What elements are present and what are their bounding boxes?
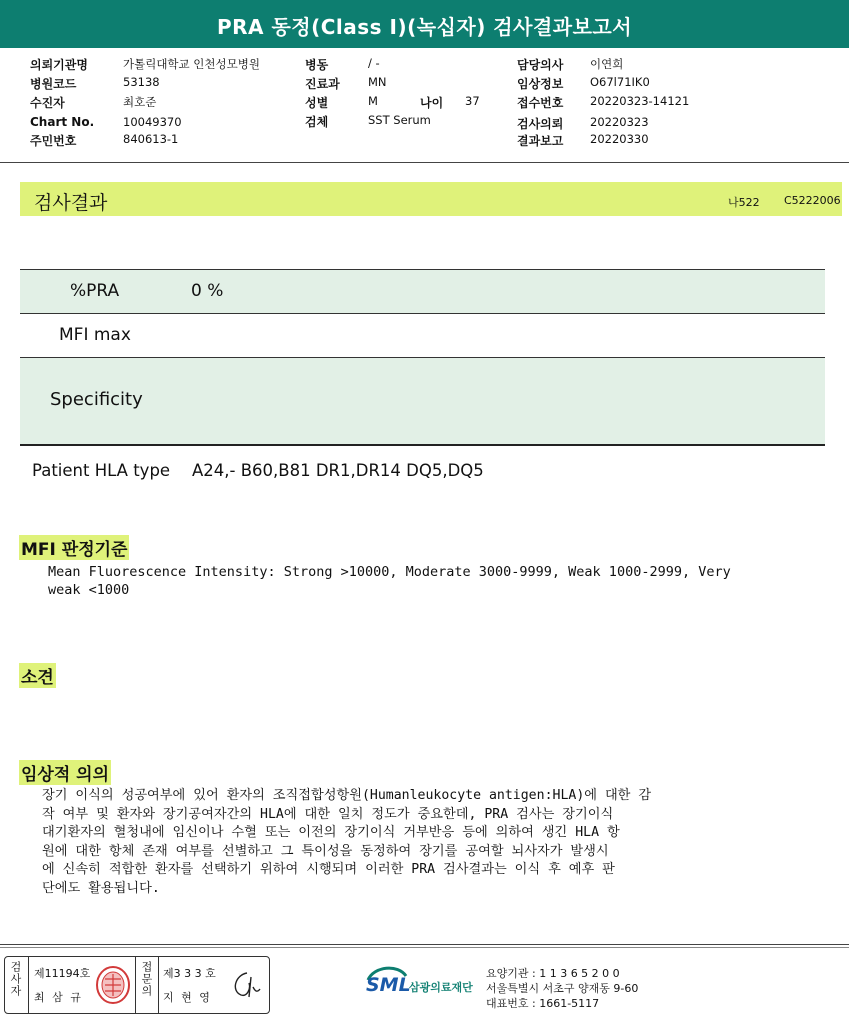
org-name: 삼광의료재단 xyxy=(409,981,473,994)
label-clinical-info: 임상정보 xyxy=(517,77,564,91)
label-hospital-code: 병원코드 xyxy=(30,77,77,91)
hla-value: A24,- B60,B81 DR1,DR14 DQ5,DQ5 xyxy=(192,461,484,480)
row-mfi-max xyxy=(20,314,825,357)
label-department: 진료과 xyxy=(305,77,340,91)
value-resident-no: 840613-1 xyxy=(123,132,179,146)
pra-value: 0 % xyxy=(191,281,224,301)
mfi-criteria-line-1: Mean Fluorescence Intensity: Strong >10000, Moderate 3000-9999, Weak 1000-2999, Very xyxy=(48,564,731,580)
clinical-heading: 임상적 의의 xyxy=(19,760,111,785)
tester-seal-icon xyxy=(95,965,131,1005)
specificity-label: Specificity xyxy=(50,389,143,410)
value-chart-no: 10049370 xyxy=(123,115,182,129)
results-header-band xyxy=(20,182,842,216)
report-title-bar xyxy=(0,0,849,48)
label-sex: 성별 xyxy=(305,96,329,110)
tester-name: 최 삼 규 xyxy=(34,991,83,1004)
org-phone: 대표번호 : 1661-5117 xyxy=(486,997,600,1010)
specialist-signature-icon xyxy=(227,967,263,1003)
results-code-1: 나522 xyxy=(728,196,760,209)
value-hospital-code: 53138 xyxy=(123,75,160,89)
label-request-date: 검사의뢰 xyxy=(517,117,564,131)
footer-top-rule-2 xyxy=(0,947,849,948)
row-pra xyxy=(20,270,825,313)
mfi-criteria-line-2: weak <1000 xyxy=(48,582,130,598)
specialist-vertical-label: 접문의 xyxy=(140,961,153,997)
value-age: 37 xyxy=(465,94,480,108)
value-clinical-info: O67l71IK0 xyxy=(590,75,650,89)
value-ward: / - xyxy=(368,56,380,70)
tester-license-no: 제11194호 xyxy=(34,967,91,980)
value-doctor: 이연희 xyxy=(590,57,624,71)
value-requesting-org: 가톨릭대학교 인천성모병원 xyxy=(123,57,260,71)
clinical-body xyxy=(42,787,651,898)
org-address: 서울특별시 서초구 양재동 9-60 xyxy=(486,982,639,995)
label-doctor: 담당의사 xyxy=(517,58,564,72)
clinical-line-5: 에 신속히 적합한 환자를 선택하기 위하여 시행되며 이러한 PRA 검사결과는 이식 후 예후 판 xyxy=(42,862,615,877)
clinical-line-2: 작 여부 및 환자와 장기공여자간의 HLA에 대한 일치 정도가 중요한데, PRA 검사는 장기이식 xyxy=(42,806,614,822)
label-resident-no: 주민번호 xyxy=(30,134,77,148)
label-chart-no: Chart No. xyxy=(30,115,95,129)
label-ward: 병동 xyxy=(305,58,329,72)
logo-text: SML xyxy=(366,974,411,996)
org-code: 요양기관 : 1 1 3 6 5 2 0 0 xyxy=(486,967,620,980)
clinical-line-1: 장기 이식의 성공여부에 있어 환자의 조직접합성항원(Humanleukocyte antigen:HLA)에 대한 감 xyxy=(42,788,652,803)
label-patient: 수진자 xyxy=(30,96,65,110)
mfi-max-label: MFI max xyxy=(59,325,131,345)
specialist-name: 지 현 영 xyxy=(163,991,212,1004)
clinical-line-6: 단에도 활용됩니다. xyxy=(42,880,160,896)
value-report-date: 20220330 xyxy=(590,132,649,146)
hla-label: Patient HLA type xyxy=(32,461,171,480)
signature-box xyxy=(4,956,270,1014)
results-code-2: C5222006 xyxy=(784,194,841,207)
value-patient: 최호준 xyxy=(123,95,157,109)
tester-vertical-label: 검사자 xyxy=(9,961,22,997)
label-requesting-org: 의뢰기관명 xyxy=(30,58,88,72)
label-age: 나이 xyxy=(420,96,444,110)
value-specimen: SST Serum xyxy=(368,113,431,127)
specialist-license-no: 제3 3 3 호 xyxy=(163,967,216,980)
results-heading: 검사결과 xyxy=(34,192,108,214)
label-receipt-no: 접수번호 xyxy=(517,96,564,110)
org-logo xyxy=(364,962,484,1006)
clinical-line-3: 대기환자의 혈청내에 임신이나 수혈 또는 이전의 장기이식 거부반응 등에 의하여 생긴 HLA 항 xyxy=(42,825,620,840)
value-receipt-no: 20220323-14121 xyxy=(590,94,690,108)
footer-top-rule xyxy=(0,944,849,945)
pra-label: %PRA xyxy=(70,281,120,301)
label-specimen: 검체 xyxy=(305,115,329,129)
value-request-date: 20220323 xyxy=(590,115,649,129)
value-department: MN xyxy=(368,75,387,89)
label-report-date: 결과보고 xyxy=(517,134,564,148)
report-title: PRA 동정(Class I)(녹십자) 검사결과보고서 xyxy=(216,15,633,39)
clinical-line-4: 원에 대한 항체 존재 여부를 선별하고 그 특이성을 동정하여 장기를 공여할 뇌사자가 발생시 xyxy=(42,843,609,859)
table-bottom-rule xyxy=(20,444,825,446)
findings-heading: 소견 xyxy=(19,663,56,688)
mfi-criteria-heading: MFI 판정기준 xyxy=(19,535,129,560)
value-sex: M xyxy=(368,94,378,108)
row-specificity xyxy=(20,358,825,444)
header-divider xyxy=(0,162,849,163)
